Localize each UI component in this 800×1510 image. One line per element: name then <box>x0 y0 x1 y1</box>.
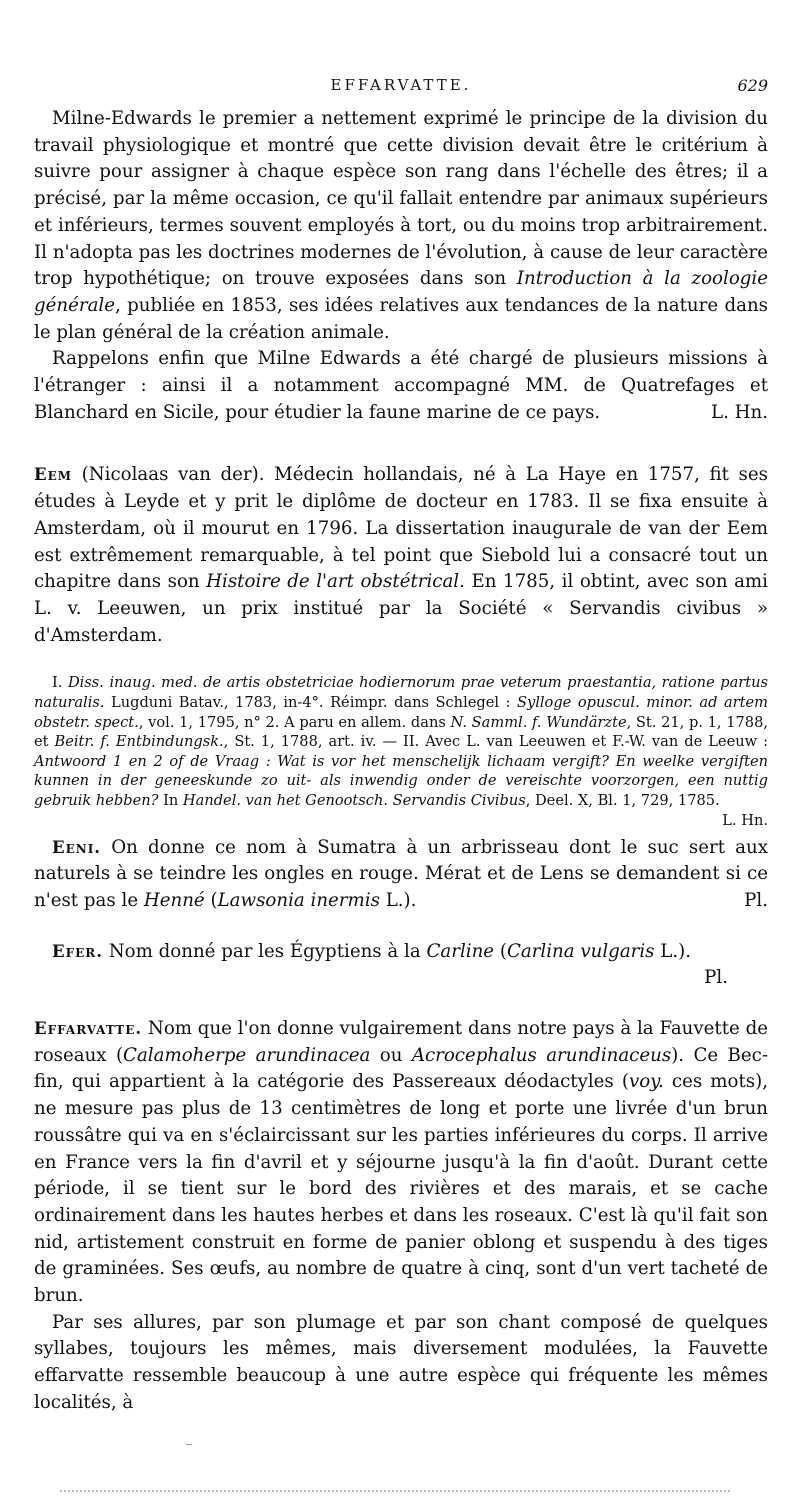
author-signature: L. Hn. <box>711 401 768 423</box>
entry-effarvatte: Effarvatte. Nom que l'on donne vulgairement dans notre pays à la Fauvette de roseaux (Calamoherpe arundinacea ou Acrocephalus arundinaceus). Ce Bec-fin, qui appartient à la catégorie des Passereaux déodactyles (voy. ces mots), ne mesure pas plus de 13 centimètres de long et porte une livrée d'un brun roussâtre qui va en s'éclaircissant sur les parties inférieures du corps. Il arrive en France vers la fin d'avril et y séjourne jusqu'à la fin d'août. Durant cette période, il se tient sur le bord des rivières et des marais, et se cache ordinairement dans les hautes herbes et dans les roseaux. C'est là qu'il fait son nid, artistement construit en forme de panier oblong et suspendu à des tiges de graminées. Ses œufs, au nombre de quatre à cinq, sont d'un vert tacheté de brun. <box>34 1018 768 1307</box>
milne-paragraph-1: Milne-Edwards le premier a nettement exprimé le principe de la division du travail physiologique et montré que cette division devait être le critérium à suivre pour assigner à chaque espèce son rang dans l'échelle des êtres; il a précisé, par la même occasion, ce qu'il fallait entendre par animaux supérieurs et inférieurs, termes souvent employés à tort, ou du moins trop arbitrairement. Il n'adopta pas les doctrines modernes de l'évolution, à cause de leur caractère trop hypothétique; on trouve exposées dans son Introduction à la zoologie générale, publiée en 1853, ses idées relatives aux tendances de la nature dans le plan général de la création animale. <box>34 108 768 343</box>
entry-eem: Eem (Nicolaas van der). Médecin hollandais, né à La Haye en 1757, fit ses études à Leyde et y prit le diplôme de docteur en 1783. Il se fixa ensuite à Amsterdam, où il mourut en 1796. La dissertation inaugurale de van der Eem est extrêmement remarquable, à tel point que Siebold lui a consacré tout un chapitre dans son Histoire de l'art obstétrical. En 1785, il obtint, avec son ami L. v. Leeuwen, un prix institué par la Société « Servandis civibus » d'Amsterdam. <box>34 464 768 646</box>
entry-headword: Eeni. <box>52 837 102 857</box>
book-title: Introduction à la zoologie générale <box>34 268 768 316</box>
scan-noise-dots <box>60 1490 730 1494</box>
author-signature: L. Hn. <box>722 811 768 829</box>
entry-headword: Efer. <box>52 941 103 961</box>
running-head <box>34 70 768 100</box>
page-number: 629 <box>737 76 768 95</box>
effarvatte-paragraph-2: Par ses allures, par son plumage et par son chant composé de quelques syllabes, toujours les mêmes, mais diversement modulées, la Fauvette effarvatte ressemble beaucoup à une autre espèce qui fréquente les mêmes localités, à <box>34 1311 768 1413</box>
bibliography-note: I. Diss. inaug. med. de artis obstetriciae hodiernorum prae veterum praestantia, ratione partus naturalis. Lugduni Batav., 1783, in-4°. Réimpr. dans Schlegel : Sylloge opuscul. minor. ad artem obstetr. spect., vol. 1, 1795, n° 2. A paru en allem. dans N. Samml. f. Wundärzte, St. 21, p. 1, 1788, et Beitr. f. Entbindungsk., St. 1, 1788, art. iv. — II. Avec L. van Leeuwen et F.-W. van de Leeuw : Antwoord 1 en 2 of de Vraag : Wat is vor het menschelijk lichaam vergift? En weelke vergiften kunnen in der geneeskunde zo uit- als inwendig onder de vereischte voorzorgen, een nuttig gebruik hebben? In Handel. van het Genootsch. Servandis Civibus, Deel. X, Bl. 1, 729, 1785. L. Hn. <box>34 674 769 829</box>
author-signature: Pl. <box>704 967 728 989</box>
entry-headword: Eem <box>34 465 73 485</box>
entry-efer: Efer. Nom donné par les Égyptiens à la Carline (Carlina vulgaris L.). <box>52 940 692 962</box>
print-mark <box>186 1444 192 1445</box>
entry-headword: Effarvatte. <box>34 1019 143 1039</box>
dictionary-page <box>34 70 768 1417</box>
entry-eeni: Eeni. On donne ce nom à Sumatra à un arbrisseau dont le suc sert aux naturels à se teindre les ongles en rouge. Mérat et de Lens se demandent si ce n'est pas le Henné (Lawsonia inermis L.). Pl. <box>34 835 768 915</box>
author-signature: Pl. <box>744 889 768 911</box>
running-head-title: EFFARVATTE. <box>330 76 472 94</box>
milne-paragraph-2: Rappelons enfin que Milne Edwards a été chargé de plusieurs missions à l'étranger : ainsi il a notamment accompagné MM. de Quatrefages et Blanchard en Sicile, pour étudier la faune marine de ce pays. L. Hn. <box>34 346 768 426</box>
